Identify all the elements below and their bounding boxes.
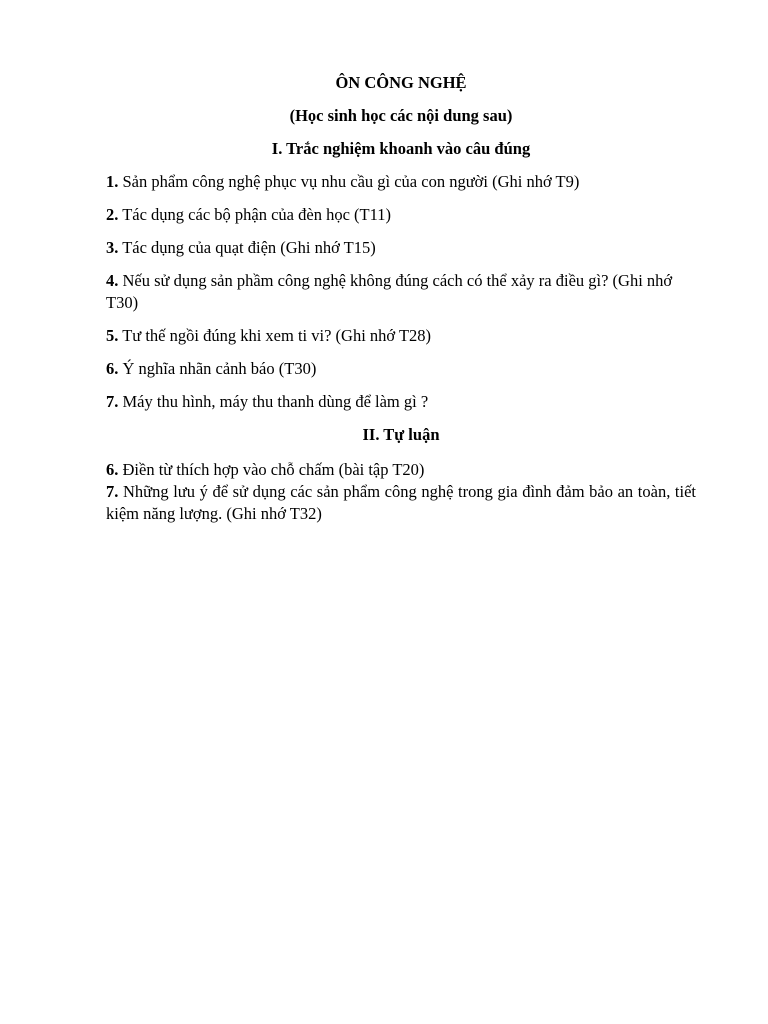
section-2-heading: II. Tự luận (362, 425, 440, 444)
section-1-heading: I. Trắc nghiệm khoanh vào câu đúng (271, 139, 531, 158)
question-item (106, 325, 696, 347)
question-text: Tư thế ngồi đúng khi xem ti vi? (Ghi nhớ T28) (118, 326, 432, 345)
question-text: Máy thu hình, máy thu thanh dùng để làm gì ? (118, 392, 429, 411)
question-text: Tác dụng các bộ phận của đèn học (T11) (118, 205, 391, 224)
question-item (106, 358, 696, 380)
essay-text: Điền từ thích hợp vào chỗ chấm (bài tập T20) (118, 460, 425, 479)
question-number: 6. (106, 359, 119, 378)
question-text: Nếu sử dụng sản phầm công nghệ không đúng cách có thể xảy ra điều gì? (Ghi nhớ T30) (106, 271, 673, 312)
question-text: Sản phẩm công nghệ phục vụ nhu cầu gì của con người (Ghi nhớ T9) (118, 172, 580, 191)
question-number: 2. (106, 205, 119, 224)
essay-number: 7. (106, 482, 119, 501)
essay-number: 6. (106, 460, 119, 479)
question-item (106, 237, 696, 259)
document-title: ÔN CÔNG NGHỆ (335, 73, 467, 92)
question-text: Tác dụng của quạt điện (Ghi nhớ T15) (118, 238, 376, 257)
essay-text: Những lưu ý để sử dụng các sản phẩm công nghệ trong gia đình đảm bảo an toàn, tiết kiệm năng lượng. (Ghi nhớ T32) (106, 482, 696, 523)
question-number: 5. (106, 326, 119, 345)
question-item (106, 171, 696, 193)
question-number: 1. (106, 172, 119, 191)
question-item (106, 391, 696, 413)
question-item (106, 204, 696, 226)
question-number: 7. (106, 392, 119, 411)
question-text: Ý nghĩa nhãn cảnh báo (T30) (118, 359, 317, 378)
essay-item (106, 481, 696, 525)
question-number: 4. (106, 271, 119, 290)
document-content (106, 72, 696, 525)
question-item (106, 270, 696, 314)
essay-item (106, 459, 696, 481)
question-number: 3. (106, 238, 119, 257)
document-subtitle: (Học sinh học các nội dung sau) (289, 106, 513, 125)
